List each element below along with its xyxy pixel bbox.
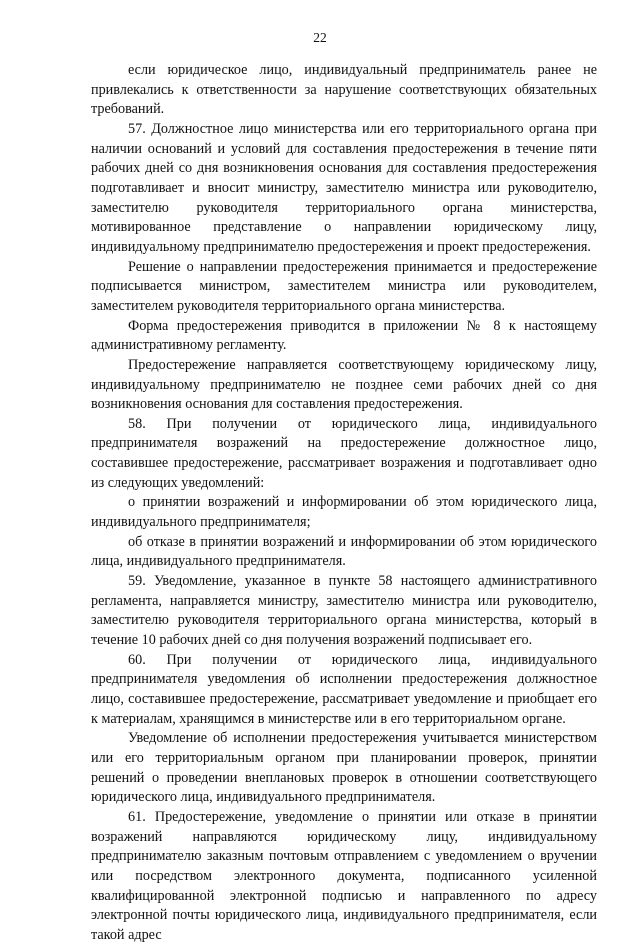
page-number: 22: [313, 30, 327, 45]
paragraph-decision: Решение о направлении предостережения принимается и предостережение подписывается министром, заместителем министра или руководителем, заместителем руководителя территориального органа министерства.: [91, 258, 597, 314]
paragraph-61: 61. Предостережение, уведомление о принятии или отказе в принятии возражений направляются юридическому лицу, индивидуальному предпринимателю заказным почтовым отправлением с уведомлением о вручении или посредством электронного документа, подписанного усиленной квалифицированной электронной подписью и направленного по адресу электронной почты юридического лица, индивидуального предпринимателя, если такой адрес: [91, 808, 597, 943]
paragraph-form: Форма предостережения приводится в приложении № 8 к настоящему административному регламенту.: [91, 317, 597, 354]
paragraph-58-option-accept: о принятии возражений и информировании об этом юридического лица, индивидуального предпринимателя;: [91, 494, 597, 531]
document-body: [91, 61, 597, 946]
paragraph-58-option-refuse: об отказе в принятии возражений и информировании об этом юридического лица, индивидуального предпринимателя.: [91, 533, 597, 570]
paragraph-58: 58. При получении от юридического лица, индивидуального предпринимателя возражений на предостережение должностное лицо, составившее предостережение, рассматривает возражения и подготавливает одно из следующих уведомлений:: [91, 415, 597, 491]
paragraph-60: 60. При получении от юридического лица, индивидуального предпринимателя уведомления об исполнении предостережения должностное лицо, составившее предостережение, рассматривает уведомление и приобщает его к материалам, хранящимся в министерстве или в его территориальном органе.: [91, 651, 597, 727]
paragraph-60-notice: Уведомление об исполнении предостережения учитывается министерством или его территориальным органом при планировании проверок, принятии решений о проведении внеплановых проверок в отношении соответствующего юридического лица, индивидуального предпринимателя.: [91, 730, 597, 806]
paragraph-sending: Предостережение направляется соответствующему юридическому лицу, индивидуальному предпринимателю не позднее семи рабочих дней со дня возникновения основания для составления предостережения.: [91, 356, 597, 413]
paragraph-59: 59. Уведомление, указанное в пункте 58 настоящего административного регламента, направляется министру, заместителю министра или руководителю, заместителю руководителя территориального органа министерства, который в течение 10 рабочих дней со дня получения возражений подписывает его.: [91, 573, 597, 649]
paragraph-continuation: если юридическое лицо, индивидуальный предприниматель ранее не привлекались к ответственности за нарушение соответствующих обязательных требований.: [91, 62, 597, 118]
paragraph-57: 57. Должностное лицо министерства или его территориального органа при наличии оснований и условий для составления предостережения в течение пяти рабочих дней со дня возникновения основания для составления предостережения подготавливает и вносит министру, заместителю министра или руководителю, заместителю руководителя территориального органа министерства, мотивированное представление о направлении юридическому лицу, индивидуальному предпринимателю предостережения и проект предостережения.: [91, 120, 597, 255]
